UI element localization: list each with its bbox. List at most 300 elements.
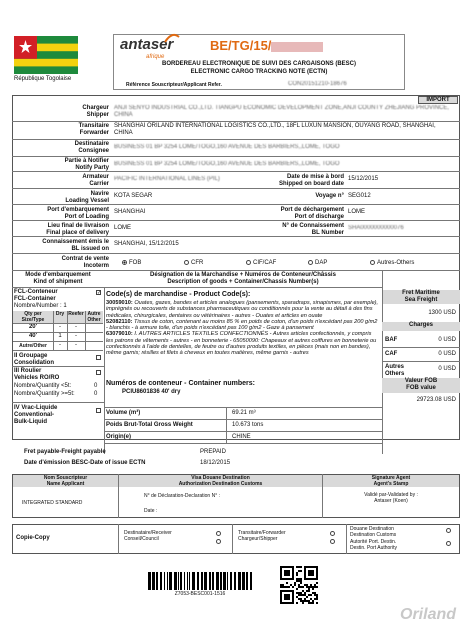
qr-module (312, 592, 314, 594)
qr-module (298, 598, 300, 600)
qr-module (282, 584, 284, 586)
barcode-bar (197, 572, 199, 590)
barcode-bar (234, 572, 236, 590)
antaser-logo (120, 36, 173, 61)
qr-module (306, 590, 308, 592)
qr-module (280, 570, 282, 572)
qr-module (286, 596, 288, 598)
barcode-text: Z7053-BESC001-1516 (174, 591, 226, 597)
notify-value: BUSINESS 01 BP 3254 LOME/TOGO,160 AVENUE DES BARBIERS,,LOME, TOGO (114, 161, 340, 167)
radio-selected-icon (122, 260, 127, 265)
barcode-bar (184, 572, 185, 590)
qr-module (288, 602, 290, 604)
republic-label: République Togolaise (14, 76, 72, 82)
incoterm-cfr[interactable]: CFR (184, 260, 203, 267)
qr-module (292, 596, 294, 598)
qr-module (298, 578, 300, 580)
barcode-icon (148, 572, 252, 590)
qr-module (282, 578, 284, 580)
qty-20-reefer: - (75, 324, 77, 330)
qr-module (284, 590, 286, 592)
qr-module (292, 594, 294, 596)
qr-module (288, 566, 290, 568)
barcode-bar (192, 572, 195, 590)
qr-module (280, 598, 282, 600)
qr-module (314, 586, 316, 588)
qr-module (296, 578, 298, 580)
qr-module (292, 602, 294, 604)
ref-prefix: BE/TG/15/ (210, 38, 272, 53)
qr-module (314, 566, 316, 568)
qr-module (316, 598, 318, 600)
fob-header: Valeur FOB FOB value (382, 378, 460, 393)
qr-module (280, 602, 282, 604)
declaration-date-label: Date : (144, 508, 158, 514)
qr-module (312, 570, 314, 572)
qr-module (302, 590, 304, 592)
issue-label: Date d'émission BESC-Date of issue ECTN (24, 460, 146, 466)
declaration-label: N° de Déclaration-Declaration N° : (144, 493, 220, 499)
qr-module (306, 584, 308, 586)
qty-row-40: 40' (28, 333, 38, 339)
reference-number (210, 38, 323, 53)
qr-module (280, 566, 282, 568)
qr-module (316, 576, 318, 578)
transport-section (12, 172, 460, 252)
qr-module (306, 596, 308, 598)
radio-icon (308, 260, 313, 265)
qr-module (310, 572, 312, 574)
shipper-label: Chargeur Shipper (82, 105, 109, 118)
qr-module (308, 578, 310, 580)
qr-module (298, 594, 300, 596)
qr-module (310, 598, 312, 600)
qty-row-other: Autre/Other (19, 343, 47, 349)
barcode-bar (209, 572, 211, 590)
qr-module (284, 570, 286, 572)
barcode-bar (223, 572, 226, 590)
qr-module (304, 574, 306, 576)
copy-receiver: Destinataire/Receiver Conseil/Council (124, 530, 172, 542)
qr-module (314, 598, 316, 600)
barcode-bar (169, 572, 172, 590)
qr-module (292, 598, 294, 600)
barcode-bar (246, 572, 248, 590)
qr-module (316, 596, 318, 598)
qr-module (304, 578, 306, 580)
qr-module (284, 598, 286, 600)
goods-line-3: 63079010: I. AUTRES ARTICLES TEXTILES CONFECTIONNÉS - Autres articles confectionnés, y compris les patrons de vêtements - autres - en bonneterie - 65050090: Chapeaux et autres coiffures en bonneterie ou confectionnés à l'aide de dentelles, de feutre ou d'autres produits textiles, en pièces (mais non en bandes), même garnis; résilles et filets à cheveux en toutes matières, même garnis - autres (106, 331, 377, 357)
qr-module (296, 592, 298, 594)
qr-module (288, 578, 290, 580)
qr-module (284, 594, 286, 596)
barcode-bar (204, 572, 207, 590)
qr-module (310, 602, 312, 604)
qr-module (286, 570, 288, 572)
final-label: Lieu final de livraison Final place of delivery (46, 223, 109, 236)
qr-module (304, 598, 306, 600)
pol-label: Port d'embarquement Port of Loading (47, 207, 109, 220)
qty-20-dry: - (59, 324, 61, 330)
qr-code (280, 566, 318, 604)
qr-module (292, 578, 294, 580)
qr-module (286, 598, 288, 600)
incoterm-fob[interactable]: FOB (122, 260, 141, 267)
qr-module (296, 588, 298, 590)
radio-icon (370, 260, 375, 265)
applicant-header: Nom Souscripteur Name Applicant (13, 475, 118, 487)
roulier-b-label: Nombre/Quantity >=5t: (14, 391, 75, 397)
qr-module (290, 578, 292, 580)
barcode-bar (227, 572, 228, 590)
shipdate-label: Date de mise à bord Shipped on board date (278, 174, 344, 187)
qr-module (286, 582, 288, 584)
qr-module (294, 582, 296, 584)
qty-other-dry: - (59, 342, 61, 348)
qr-module (286, 578, 288, 580)
payable-value: PREPAID (200, 449, 226, 455)
qr-module (316, 572, 318, 574)
qr-module (304, 584, 306, 586)
pod-value: LOME (348, 209, 366, 215)
roulier-checkbox[interactable] (96, 370, 101, 375)
logo-swoosh-icon (164, 33, 180, 43)
goods-line-2: 52082110: Tissus de coton, contenant au moins 85 % en poids de coton, d'un poids n'excédant pas 200 g/m2 - blanchis - à armure toile, d'un poids n'excédant pas 100 g/m2 - Gaze à pansement (106, 318, 378, 332)
qty-head-other: Autre Other (85, 311, 103, 323)
validated-by: Validé par-Validated by : Antaser (Koen) (364, 492, 418, 504)
togo-flag-image (14, 36, 78, 74)
vrac-label: IV Vrac-Liquide Conventional- Bulk-Liquid (14, 405, 58, 425)
barcode-bar (212, 572, 214, 590)
qr-module (308, 600, 310, 602)
qr-module (308, 586, 310, 588)
qr-module (288, 596, 290, 598)
qr-module (314, 578, 316, 580)
qr-module (286, 566, 288, 568)
qr-module (304, 592, 306, 594)
copy-forwarder: Transitaire/Forwarder Chargeur/Shipper (238, 530, 286, 542)
bl-label: N° de Connaissement BL Number (282, 223, 344, 236)
qr-module (290, 566, 292, 568)
forwarder-label: Transitaire Forwarder (78, 123, 109, 136)
qr-module (286, 586, 288, 588)
qr-module (294, 584, 296, 586)
vessel-value: KOTA SEGAR (114, 193, 153, 199)
barcode-bar (250, 572, 252, 590)
copy-forwarder-radio[interactable] (330, 531, 335, 536)
barcode-bar (180, 572, 182, 590)
qr-module (312, 602, 314, 604)
title-en: ELECTRONIC CARGO TRACKING NOTE (ECTN) (190, 69, 328, 75)
qr-module (300, 594, 302, 596)
volume-label: Volume (m³) (106, 410, 141, 416)
qr-module (304, 572, 306, 574)
qr-module (304, 570, 306, 572)
qr-module (310, 586, 312, 588)
qr-module (284, 596, 286, 598)
baf-label: BAF (385, 337, 398, 343)
incoterm-other[interactable]: Autres-Others (370, 260, 414, 267)
qr-module (308, 570, 310, 572)
forwarder-value: SHANGHAI ORILAND INTERNATIONAL LOGISTICS CO.,LTD., 18FL LUXUN MANSION, OUYANG ROAD, SHANGHAI, CHINA (114, 123, 436, 136)
consignee-value: BUSINESS 01 BP 3254 LOME/TOGO,160 AVENUE DES BARBIERS,,LOME, TOGO (114, 144, 340, 150)
qr-module (282, 590, 284, 592)
qr-module (298, 592, 300, 594)
qr-module (314, 584, 316, 586)
qr-module (304, 566, 306, 568)
caf-label: CAF (385, 351, 398, 357)
qr-module (296, 580, 298, 582)
qr-module (316, 594, 318, 596)
qr-module (290, 602, 292, 604)
qr-module (282, 602, 284, 604)
barcode-bar (167, 572, 168, 590)
qr-module (300, 566, 302, 568)
qr-module (288, 574, 290, 576)
qr-module (284, 566, 286, 568)
qr-module (312, 600, 314, 602)
qr-module (296, 566, 298, 568)
qr-module (306, 566, 308, 568)
copy-customs: Douane Destination Destination Customs (350, 526, 397, 538)
qr-module (312, 572, 314, 574)
qr-module (306, 586, 308, 588)
qr-module (314, 592, 316, 594)
fcl-label: FCL-Conteneur FCL-Container (14, 289, 58, 302)
qr-module (288, 572, 290, 574)
radio-icon (184, 260, 189, 265)
qr-module (316, 566, 318, 568)
carrier-value: PACIFIC INTERNATIONAL LINES (PIL) (114, 176, 220, 182)
qr-module (290, 590, 292, 592)
qty-40-reefer: - (75, 333, 77, 339)
qr-module (288, 598, 290, 600)
qr-module (292, 570, 294, 572)
qr-module (280, 594, 282, 596)
qr-module (316, 574, 318, 576)
qty-head-dry: Dry (53, 311, 67, 323)
goods-line-1: 30059010: Ouates, gazes, bandes et articles analogues (pansements, sparadraps, sinapismes, par exemple), imprégnés ou recouverts de substances pharmaceutiques ou conditionnés pour la vente au détail à des fins médicales, chirurgicales, dentaires ou vétérinaires - autres - Ouates et articles en ouate (106, 300, 379, 319)
agent-header: Signature Agent Agent's Stamp (323, 475, 459, 487)
qr-module (312, 588, 314, 590)
copy-council-radio[interactable] (216, 539, 221, 544)
other-charges-label: Autres Others (385, 364, 405, 377)
voyage-label: Voyage n° (315, 193, 344, 199)
incoterm-cif[interactable]: CIF/CAF (246, 260, 276, 267)
qr-module (280, 574, 282, 576)
qr-module (280, 576, 282, 578)
barcode-bar (220, 572, 222, 590)
qr-module (280, 596, 282, 598)
qr-module (288, 590, 290, 592)
qr-module (302, 600, 304, 602)
qr-module (310, 584, 312, 586)
origin-label: Origin(e) (106, 434, 131, 440)
qr-module (304, 568, 306, 570)
qr-module (292, 574, 294, 576)
qr-module (296, 602, 298, 604)
qr-module (280, 586, 282, 588)
qr-module (292, 572, 294, 574)
qr-module (312, 566, 314, 568)
roulier-b-value: 0 (94, 391, 98, 397)
qr-module (298, 566, 300, 568)
qr-module (306, 578, 308, 580)
barcode-bar (156, 572, 158, 590)
bl-value: SHA0000000000076 (348, 225, 404, 231)
qr-module (288, 594, 290, 596)
qr-module (286, 590, 288, 592)
final-value: LOME (114, 225, 132, 231)
issue-value: 18/12/2015 (200, 460, 231, 466)
qr-module (296, 572, 298, 574)
barcode-bar (189, 572, 190, 590)
qr-module (298, 580, 300, 582)
qr-module (306, 600, 308, 602)
radio-icon (246, 260, 251, 265)
qr-module (292, 576, 294, 578)
vrac-checkbox[interactable] (96, 408, 101, 413)
codes-title: Code(s) de marchandise - Product Code(s): (106, 291, 251, 298)
barcode-bar (201, 572, 203, 590)
antaser-logo-text: antaser (120, 36, 174, 53)
antaser-logo-sub: afrique (146, 54, 165, 60)
shipper-value: ANJI SENYO INDUSTRIAL CO.,LTD. TIANGPU ECONOMIC DEVELOPMENT ZONE,ANJI COUNTY ZHEJIANG PROVINCE, CHINA (114, 105, 450, 118)
qr-module (302, 602, 304, 604)
qr-module (308, 566, 310, 568)
qr-module (308, 588, 310, 590)
qr-module (316, 582, 318, 584)
qr-module (300, 580, 302, 582)
qr-module (310, 578, 312, 580)
origin-value: CHINE (232, 434, 251, 440)
barcode-bar (187, 572, 188, 590)
carrier-label: Armateur Carrier (82, 174, 109, 187)
voyage-value: SEG012 (348, 193, 371, 199)
caf-value: 0 USD (438, 351, 456, 357)
containers-title: Numéros de conteneur - Container numbers: (106, 380, 255, 387)
qr-module (280, 590, 282, 592)
qr-module (316, 578, 318, 580)
freight-value: 1300 USD (428, 310, 456, 316)
goods-description (106, 300, 380, 357)
qr-module (300, 600, 302, 602)
title-fr: BORDEREAU ELECTRONIQUE DE SUIVI DES CARGAISONS (BESC) (161, 61, 357, 67)
qr-module (298, 570, 300, 572)
qr-module (286, 572, 288, 574)
qr-module (280, 568, 282, 570)
qr-module (316, 570, 318, 572)
qr-module (280, 600, 282, 602)
incoterm-dap[interactable]: DAP (308, 260, 327, 267)
qr-module (304, 594, 306, 596)
copy-authority-radio[interactable] (446, 541, 451, 546)
qr-module (300, 592, 302, 594)
mode-header: Mode d'embarquement Kind of shipment (25, 272, 91, 285)
qr-module (312, 578, 314, 580)
qr-module (316, 602, 318, 604)
qty-row-20: 20' (28, 324, 38, 330)
copy-customs-radio[interactable] (446, 528, 451, 533)
qr-module (284, 572, 286, 574)
qr-module (284, 574, 286, 576)
qr-module (310, 574, 312, 576)
qty-40-dry: 1 (58, 333, 62, 339)
qr-module (280, 572, 282, 574)
ref-masked (271, 42, 323, 52)
qr-module (286, 574, 288, 576)
groupage-checkbox[interactable] (96, 355, 101, 360)
fcl-checkbox[interactable]: ✓ (97, 290, 102, 296)
barcode-bar (216, 572, 219, 590)
qr-module (286, 602, 288, 604)
qr-module (282, 586, 284, 588)
qr-module (300, 570, 302, 572)
copy-receiver-radio[interactable] (216, 531, 221, 536)
qr-module (280, 578, 282, 580)
barcode-bar (238, 572, 241, 590)
qty-head-reefer: Reefer (67, 311, 85, 323)
bldate-value: SHANGHAI, 15/12/2015 (114, 241, 179, 247)
volume-value: 69.21 m³ (232, 410, 256, 416)
import-badge: IMPORT (418, 96, 458, 104)
shipdate-value: 15/12/2015 (348, 176, 379, 182)
qr-module (314, 594, 316, 596)
qr-module (300, 582, 302, 584)
barcode-bar (152, 572, 155, 590)
qr-module (312, 586, 314, 588)
qr-module (288, 586, 290, 588)
qr-module (308, 574, 310, 576)
qr-module (304, 576, 306, 578)
freight-header: Fret Maritime Sea Freight (382, 290, 460, 304)
barcode-bar (160, 572, 162, 590)
roulier-label: III Roulier Vehicles RO/RO (14, 368, 60, 381)
qty-head-size: Qty per Size/Type (13, 311, 53, 323)
qr-module (282, 566, 284, 568)
qr-module (284, 578, 286, 580)
copy-shipper-radio[interactable] (330, 539, 335, 544)
ref-value: CON20151210-18676 (288, 81, 347, 87)
designation-header: Désignation de la Marchandise + Numéros de Conteneur/Châssis Description of goods + Container/Chassis Number(s) (150, 272, 336, 285)
qr-module (284, 586, 286, 588)
watermark: Oriland (400, 606, 457, 623)
qr-module (292, 600, 294, 602)
fob-value: 29723.08 USD (416, 397, 456, 403)
barcode-bar (242, 572, 245, 590)
payable-label: Fret payable-Freight payable (24, 449, 106, 455)
ref-label: Référence Souscripteur/Applicant Refer. (126, 82, 222, 88)
qr-module (310, 566, 312, 568)
qr-code-icon (280, 566, 318, 604)
qr-module (290, 584, 292, 586)
qr-module (298, 586, 300, 588)
qr-module (312, 574, 314, 576)
qr-module (310, 594, 312, 596)
qr-module (300, 598, 302, 600)
other-charges-value: 0 USD (438, 366, 456, 372)
qr-module (286, 594, 288, 596)
baf-value: 0 USD (438, 337, 456, 343)
weight-value: 10.673 tons (232, 422, 264, 428)
barcode-bar (174, 572, 177, 590)
barcode (148, 572, 252, 590)
qr-module (308, 594, 310, 596)
barcode-bar (230, 572, 232, 590)
qr-module (296, 596, 298, 598)
qr-module (310, 570, 312, 572)
notify-label: Partie à Notifier Notify Party (64, 158, 109, 171)
